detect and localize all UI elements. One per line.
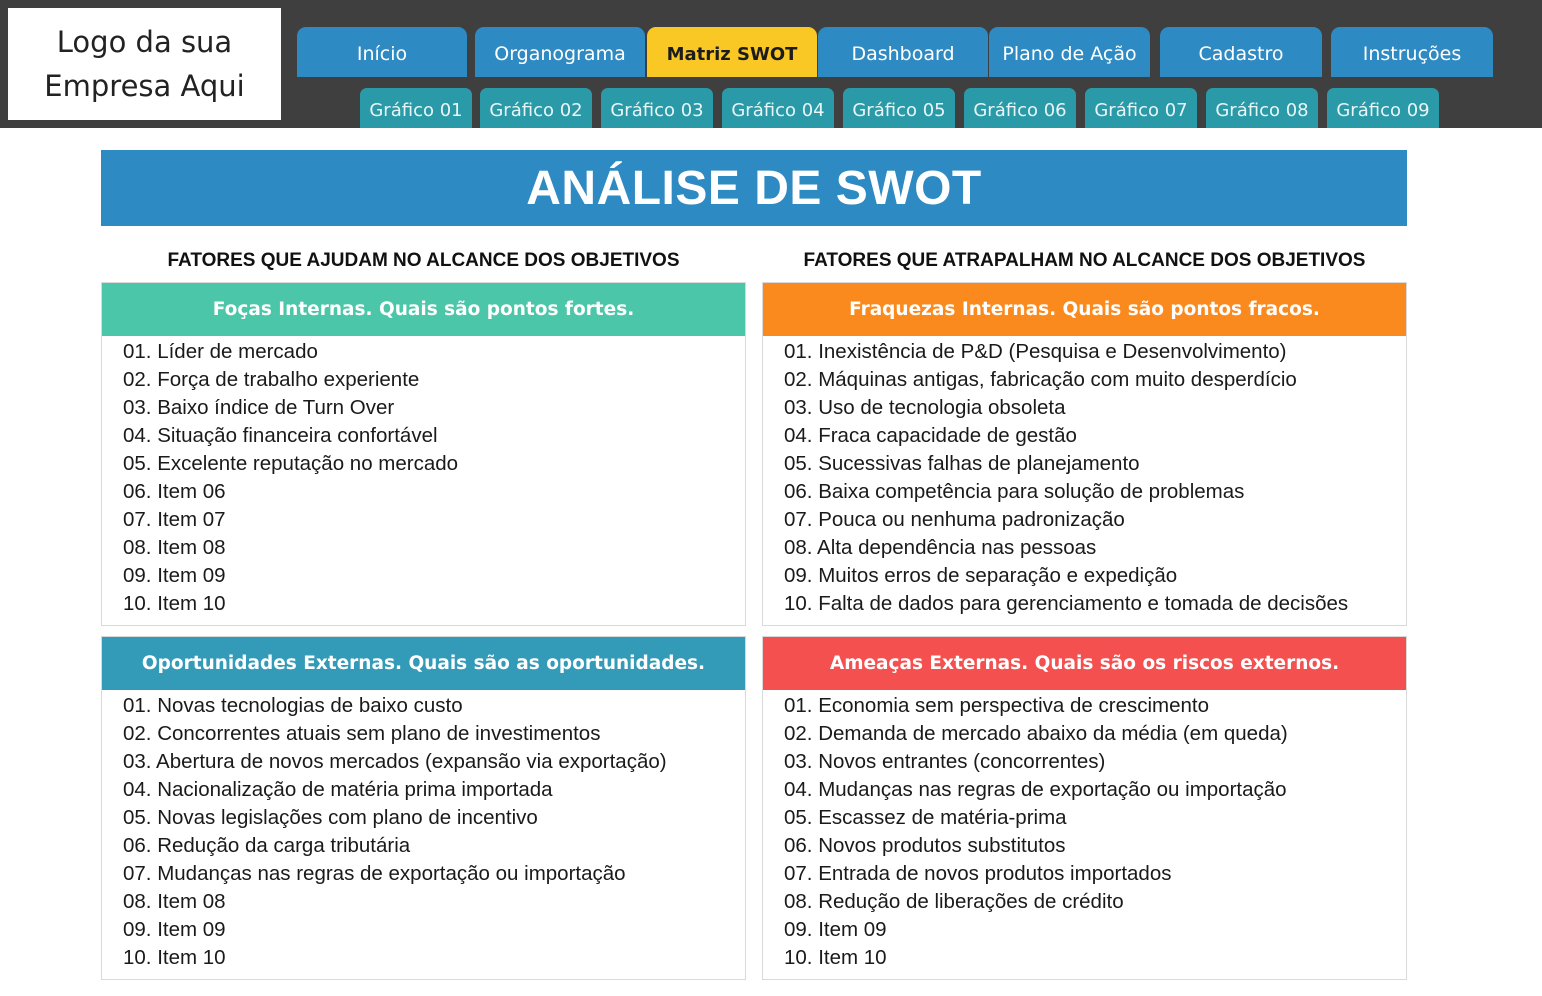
subtab-grafico-03[interactable]: Gráfico 03 <box>601 88 713 128</box>
list-item: 03. Baixo índice de Turn Over <box>123 396 395 419</box>
list-item: 05. Escassez de matéria-prima <box>784 806 1067 829</box>
list-item: 02. Força de trabalho experiente <box>123 368 420 391</box>
weaknesses-heading: Fraquezas Internas. Quais são pontos fracos. <box>763 283 1406 336</box>
tab-matriz-swot[interactable]: Matriz SWOT <box>647 27 817 77</box>
tab-cadastro[interactable]: Cadastro <box>1160 27 1322 77</box>
list-item: 09. Muitos erros de separação e expedição <box>784 564 1178 587</box>
opportunities-quadrant <box>101 636 746 980</box>
tab-inicio[interactable]: Início <box>297 27 467 77</box>
tab-dashboard[interactable]: Dashboard <box>818 27 988 77</box>
list-item: 06. Item 06 <box>123 480 226 503</box>
list-item: 07. Pouca ou nenhuma padronização <box>784 508 1125 531</box>
weaknesses-quadrant <box>762 282 1407 626</box>
list-item: 08. Alta dependência nas pessoas <box>784 536 1097 559</box>
strengths-quadrant <box>101 282 746 626</box>
strengths-list <box>102 336 745 618</box>
list-item: 07. Item 07 <box>123 508 226 531</box>
list-item: 09. Item 09 <box>123 564 226 587</box>
threats-quadrant <box>762 636 1407 980</box>
list-item: 06. Redução da carga tributária <box>123 834 411 857</box>
threats-heading: Ameaças Externas. Quais são os riscos externos. <box>763 637 1406 690</box>
opportunities-heading: Oportunidades Externas. Quais são as oportunidades. <box>102 637 745 690</box>
list-item: 10. Item 10 <box>123 592 226 615</box>
subtab-grafico-08[interactable]: Gráfico 08 <box>1206 88 1318 128</box>
subtab-grafico-07[interactable]: Gráfico 07 <box>1085 88 1197 128</box>
list-item: 04. Mudanças nas regras de exportação ou importação <box>784 778 1287 801</box>
weaknesses-list <box>763 336 1406 618</box>
top-navigation-bar <box>0 0 1542 128</box>
subtab-grafico-06[interactable]: Gráfico 06 <box>964 88 1076 128</box>
subtab-grafico-04[interactable]: Gráfico 04 <box>722 88 834 128</box>
list-item: 04. Fraca capacidade de gestão <box>784 424 1077 447</box>
list-item: 10. Item 10 <box>784 946 887 969</box>
list-item: 03. Novos entrantes (concorrentes) <box>784 750 1106 773</box>
list-item: 04. Situação financeira confortável <box>123 424 438 447</box>
list-item: 02. Concorrentes atuais sem plano de investimentos <box>123 722 601 745</box>
subtab-grafico-01[interactable]: Gráfico 01 <box>360 88 472 128</box>
list-item: 02. Máquinas antigas, fabricação com muito desperdício <box>784 368 1297 391</box>
list-item: 07. Mudanças nas regras de exportação ou importação <box>123 862 626 885</box>
list-item: 01. Inexistência de P&D (Pesquisa e Desenvolvimento) <box>784 340 1287 363</box>
subtab-grafico-09[interactable]: Gráfico 09 <box>1327 88 1439 128</box>
list-item: 02. Demanda de mercado abaixo da média (em queda) <box>784 722 1288 745</box>
list-item: 06. Novos produtos substitutos <box>784 834 1066 857</box>
list-item: 10. Falta de dados para gerenciamento e tomada de decisões <box>784 592 1349 615</box>
page-title: ANÁLISE DE SWOT <box>101 150 1407 226</box>
list-item: 01. Novas tecnologias de baixo custo <box>123 694 463 717</box>
list-item: 01. Economia sem perspectiva de crescimento <box>784 694 1210 717</box>
tab-plano-de-acao[interactable]: Plano de Ação <box>989 27 1150 77</box>
helping-factors-heading: FATORES QUE AJUDAM NO ALCANCE DOS OBJETIVOS <box>167 250 680 271</box>
list-item: 07. Entrada de novos produtos importados <box>784 862 1172 885</box>
subtab-grafico-02[interactable]: Gráfico 02 <box>480 88 592 128</box>
logo-line-2: Empresa Aqui <box>44 69 245 103</box>
list-item: 08. Item 08 <box>123 536 226 559</box>
list-item: 06. Baixa competência para solução de problemas <box>784 480 1245 503</box>
list-item: 09. Item 09 <box>123 918 226 941</box>
tab-instrucoes[interactable]: Instruções <box>1331 27 1493 77</box>
list-item: 10. Item 10 <box>123 946 226 969</box>
subtab-grafico-05[interactable]: Gráfico 05 <box>843 88 955 128</box>
list-item: 01. Líder de mercado <box>123 340 318 363</box>
list-item: 03. Abertura de novos mercados (expansão via exportação) <box>123 750 667 773</box>
strengths-heading: Foças Internas. Quais são pontos fortes. <box>102 283 745 336</box>
hindering-factors-heading: FATORES QUE ATRAPALHAM NO ALCANCE DOS OBJETIVOS <box>803 250 1366 271</box>
list-item: 05. Excelente reputação no mercado <box>123 452 459 475</box>
list-item: 08. Item 08 <box>123 890 226 913</box>
logo-line-1: Logo da sua <box>56 25 233 59</box>
opportunities-list <box>102 690 745 972</box>
list-item: 04. Nacionalização de matéria prima importada <box>123 778 553 801</box>
list-item: 09. Item 09 <box>784 918 887 941</box>
list-item: 08. Redução de liberações de crédito <box>784 890 1124 913</box>
list-item: 05. Sucessivas falhas de planejamento <box>784 452 1140 475</box>
list-item: 05. Novas legislações com plano de incentivo <box>123 806 538 829</box>
threats-list <box>763 690 1406 972</box>
company-logo-placeholder <box>8 8 281 120</box>
tab-organograma[interactable]: Organograma <box>475 27 645 77</box>
list-item: 03. Uso de tecnologia obsoleta <box>784 396 1066 419</box>
